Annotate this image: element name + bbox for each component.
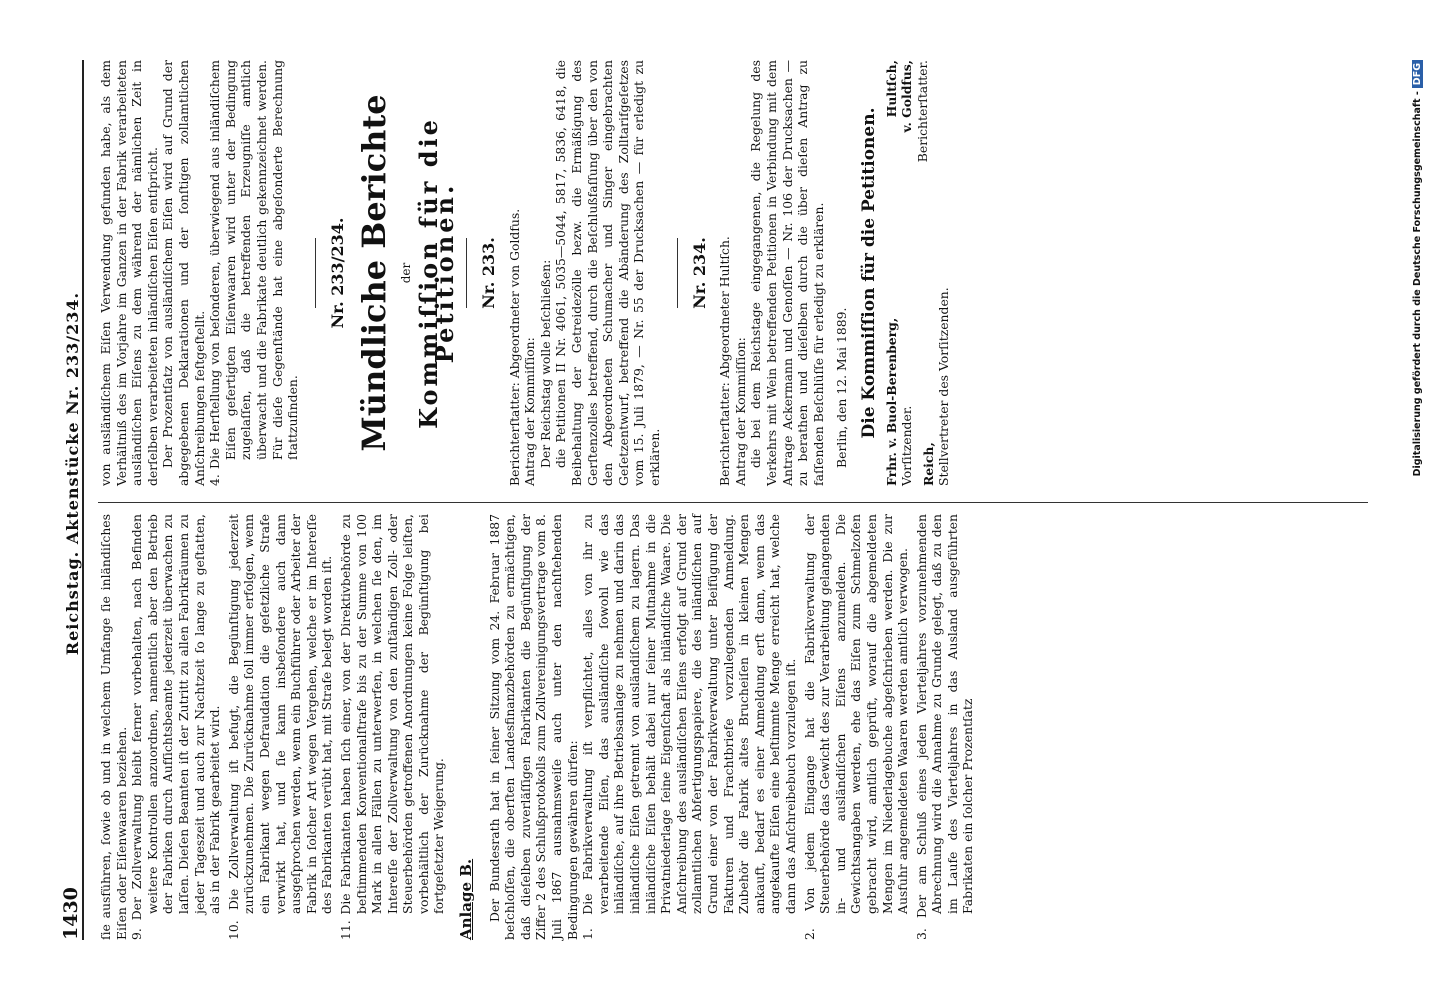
- left-column: [98, 514, 979, 940]
- section-number-233: Nr. 233.: [479, 237, 499, 309]
- reporter-line: Berichterſtatter: Abgeordneter Hultſch.: [717, 236, 733, 486]
- resolution-text: die bei dem Reichstage eingegangenen, die Regelung des Verkehrs mit Wein betreffenden Petitionen in Verbindung mit dem Antrage Ackermann und Genoſſen — Nr. 106 der Drucksachen — zu berathen und dieſelben durch die über dieſen Antrag zu faſſenden Beſchlüſſe für erledigt zu erklären.: [748, 60, 826, 486]
- signatures: [884, 60, 952, 486]
- motion-label: Antrag der Kommiſſion:: [522, 337, 538, 486]
- signature-role: Berichterſtatter.: [914, 60, 930, 163]
- list-item: [914, 514, 976, 940]
- item-text: Der am Schluß eines jeden Vierteljahres vorzunehmenden Abrechnung wird die Annahme zu Grunde gelegt, daß zu den im Laufe des Vierteljahres in das Ausland ausgeführten Fabrikaten ein ſolcher Prozentſatz: [913, 514, 976, 918]
- signature-name: Hultſch,: [883, 60, 899, 118]
- list-item: [129, 514, 223, 940]
- item-number: 2.: [801, 928, 817, 940]
- commission-title: Kommiſſion für die Petitionen.: [413, 117, 459, 429]
- motion-label: Antrag der Kommiſſion:: [732, 337, 748, 486]
- header-title: Reichstag. Aktenstücke Nr. 233/234.: [63, 291, 82, 656]
- item-text: Die Herſtellung von beſonderen, überwiegend aus inländiſchem Eiſen gefertigten Eiſenwaaren wird unter der Bedingung zugelaſſen, daß die betreffenden Erzeugniſſe amtlich überwacht und die Fabrikate deutlich gekennzeichnet werden. Für dieſe Gegenſtände hat eine abgeſonderte Berechnung ſtattzufinden.: [207, 60, 301, 469]
- resolution-label: Der Reichstag wolle beſchließen:: [537, 259, 553, 468]
- left-intro: ſie ausführen, ſowie ob und in welchem Umfange ſie inländiſches Eiſen oder Eiſenwaaren beziehen.: [98, 514, 129, 940]
- section-number-234: Nr. 234.: [689, 237, 709, 309]
- resolution-text: die Petitionen II Nr. 4061, 5035—5044, 5817, 5836, 6418, die Beibehaltung der Getreidezölle bezw. die Ermäßigung des Gerſtenzolles betreffend, durch die Beſchlußfaſſung über den von den Abgeordneten Schumacher und Singer eingebrachten Geſetzentwurf, betreffend die Abänderung des Zolltarifgeſetzes vom 15. Juli 1879, — Nr. 55 der Drucksachen — für erledigt zu erklären.: [553, 60, 663, 486]
- right-column: [98, 60, 952, 486]
- anlage-title: Anlage B.: [457, 858, 476, 940]
- item-text: Von jedem Eingange hat die Fabrikverwaltung der Steuerbehörde das Gewicht des zur Verarbeitung gelangenden in- und ausländiſchen Eiſens anzumelden. Die Gewichtsangaben werden, ehe das Eiſen zum Schmelzofen gebracht wird, amtlich geprüft, worauf die abgemeldeten Mengen im Niederlagebuche abgeſchrieben werden. Die zur Ausfuhr angemeldeten Waaren werden amtlich verwogen.: [801, 514, 911, 914]
- continuation-text: von ausländiſchem Eiſen Verwendung gefunden habe, als dem Verhältniß des im Vorjahre im Ganzen in der Fabrik verarbeiteten ausländiſchen Eiſens zu dem während der nämlichen Zeit in derſelben verarbeiteten inländiſchen Eiſen entſpricht.: [98, 60, 160, 486]
- item-number: 1.: [580, 928, 596, 940]
- date-line: Berlin, den 12. Mai 1889.: [834, 307, 850, 468]
- list-item: [338, 514, 447, 940]
- separator-rule: [466, 238, 467, 308]
- list-item: [207, 60, 301, 486]
- signature-role: Stellvertreter des Vorſitzenden.: [936, 287, 952, 486]
- signature-name: Reich,: [920, 442, 936, 486]
- anlage-intro: Der Bundesrath hat in ſeiner Sitzung vom 24. Februar 1887 beſchloſſen, die oberſten Landesfinanzbehörden zu ermächtigen, daß dieſelben zuverläſſigen Fabrikanten die Begünſtigung der Ziffer 2 des Schlußprotokolls zum Zollvereinigungsvertrage vom 8. Juli 1867 ausnahmsweiſe auch unter den nachſtehenden Bedingungen gewähren dürfen:: [486, 514, 580, 940]
- report-title: Mündliche Berichte: [355, 94, 394, 452]
- item-text: Die Fabrikverwaltung iſt verpflichtet, alles von ihr zu verarbeitende Eiſen, das ausländiſche ſowohl wie das inländiſche, auf ihre Betriebsanlage zu nehmen und darin das inländiſche Eiſen getrennt von ausländiſchem zu lagern. Das inländiſche Eiſen behält dabei nur ſeiner Mutnahme in die Privatniederlage ſeine Eigenſchaft als inländiſche Waare. Die Anſchreibung des ausländiſchen Eiſens erfolgt auf Grund der zollamtlichen Abfertigungspapiere, die des inländiſchen auf Grund einer von der Fabrikverwaltung unter Beifügung der Fakturen und Frachtbriefe vorzulegenden Anmeldung. Zubehör die Fabrik altes Brucheiſen in kleinen Mengen ankauft, bedarf es einer Anmeldung erſt dann, wenn das angekaufte Eiſen eine beſtimmte Menge erreicht hat, welche dann das Anſchreibebuch vorzulegen iſt.: [580, 514, 798, 915]
- signature-name: Frhr. v. Buol-Berenberg,: [883, 317, 899, 486]
- reporter-line: Berichterſtatter: Abgeordneter von Goldfus.: [506, 208, 522, 486]
- signature-name: v. Goldfus,: [899, 60, 915, 133]
- commission-signature-title: Die Kommiſſion für die Petitionen.: [858, 107, 879, 439]
- signature-chair: [884, 287, 952, 486]
- item-number: 4.: [207, 474, 223, 486]
- running-header: [48, 60, 84, 940]
- list-item: [226, 514, 335, 940]
- item-number: 3.: [913, 928, 929, 940]
- page-number: 1430: [60, 887, 82, 940]
- separator-rule: [677, 238, 678, 308]
- column-divider: [98, 502, 1368, 503]
- section-number: Nr. 233/234.: [327, 217, 347, 329]
- item-text: Die Fabrikanten haben ſich einer, von der Direktivbehörde zu beſtimmenden Konventionalſtrafe bis zu der Summe von 100 Mark in allen Fällen zu unterwerfen, in welchen ſie den, im Intereſſe der Zollverwaltung von den zuſtändigen Zoll- oder Steuerbehörden getroffenen Anordnungen keine Folge leiſten, vorbehältlich der Zurücknahme der Begünſtigung bei fortgeſetzter Weigerung.: [337, 514, 447, 915]
- item-number: 11.: [337, 920, 353, 940]
- footer-text: Digitalisierung gefördert durch die Deutsche Forschungsgemeinschaft -: [1412, 91, 1423, 477]
- dfg-logo: DFG: [1412, 60, 1423, 88]
- item-number: 9.: [129, 928, 145, 940]
- title-connector: der: [399, 262, 414, 284]
- dfg-footer: [1412, 0, 1430, 1000]
- item-number: 10.: [225, 920, 241, 940]
- item-text: Die Zollverwaltung iſt befugt, die Begünſtigung jederzeit zurückzunehmen. Die Zurücknahme ſoll immer erfolgen, wenn ein Fabrikant wegen Defraudation die geſetzliche Strafe verwirkt hat, und ſie kann insbeſondere auch dann ausgeſprochen werden, wenn ein Buchführer oder Arbeiter der Fabrik in ſolcher Art wegen Vergehen, welche er im Intereſſe des Fabrikanten verübt hat, mit Strafe belegt worden iſt.: [225, 514, 335, 914]
- signature-role: Vorſitzender.: [899, 405, 915, 486]
- list-item: [802, 514, 911, 940]
- separator-rule: [315, 238, 316, 308]
- signature-reporters: [884, 60, 952, 162]
- continuation-text-2: Der Prozentſatz von ausländiſchem Eiſen wird auf Grund der abgegebenen Deklarationen und der ſonſtigen zollamtlichen Anſchreibungen feſtgeſtellt.: [160, 60, 207, 486]
- list-item: [580, 514, 798, 940]
- item-text: Der Zollverwaltung bleibt ferner vorbehalten, nach Befinden weitere Kontrollen anzuordnen, namentlich aber den Betrieb der Fabriken durch Aufſichtsbeamte jederzeit überwachen zu laſſen. Dieſen Beamten iſt der Zutritt zu allen Fabrikräumen zu jeder Tageszeit und auch zur Nachtzeit ſo lange zu geſtatten, als in der Fabrik gearbeitet wird.: [129, 514, 223, 921]
